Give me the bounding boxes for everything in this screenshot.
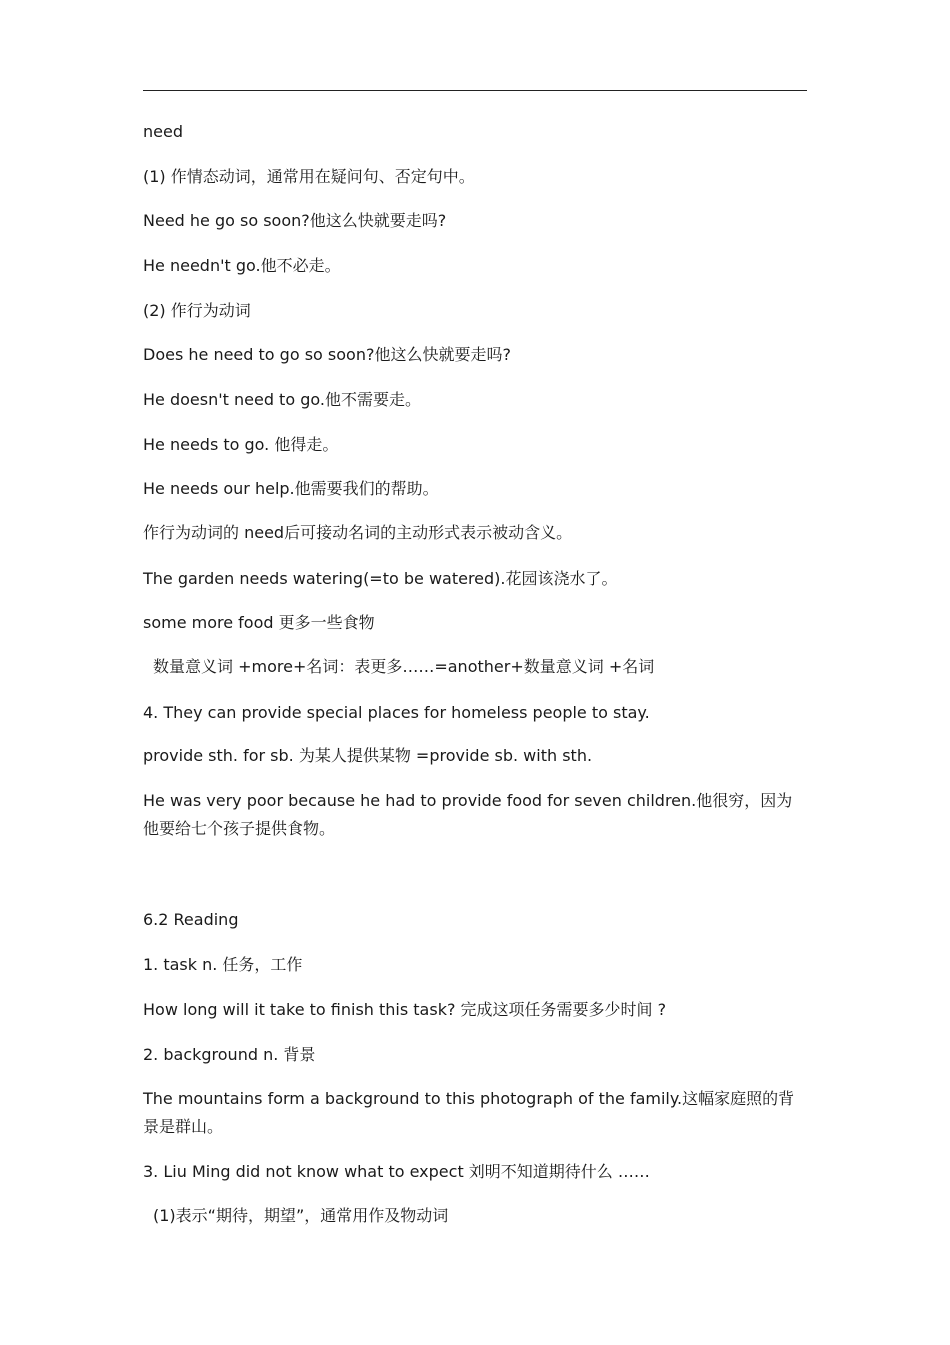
example-sentence: Need he go so soon?他这么快就要走吗? [143,211,447,230]
example-sentence: He needn't go.他不必走。 [143,256,341,275]
example-paragraph: The mountains form a background to this photograph of the family.这幅家庭照的背景是群山。 [143,1089,795,1136]
vocab-entry: 2. background n. 背景 [143,1045,316,1064]
usage-note: 作行为动词的 need后可接动名词的主动形式表示被动含义。 [143,523,573,542]
text-sentence: 3. Liu Ming did not know what to expect 刘明不知道期待什么 …… [143,1162,650,1181]
usage-point: (1) 作情态动词，通常用在疑问句、否定句中。 [143,167,475,186]
section-heading: 6.2 Reading [143,910,239,929]
usage-note: 数量意义词 +more+名词：表更多……=another+数量意义词 +名词 [153,657,655,676]
example-sentence: Does he need to go so soon?他这么快就要走吗? [143,345,511,364]
example-sentence: He needs our help.他需要我们的帮助。 [143,479,439,498]
usage-point: (1)表示“期待，期望”，通常用作及物动词 [153,1206,449,1225]
example-sentence: How long will it take to finish this task? 完成这项任务需要多少时间 ? [143,1000,667,1019]
word-heading: need [143,122,183,141]
example-sentence: The garden needs watering(=to be watered).花园该浇水了。 [143,569,618,588]
phrase-entry: some more food 更多一些食物 [143,613,375,632]
vocab-entry: 1. task n. 任务，工作 [143,955,303,974]
example-sentence: He doesn't need to go.他不需要走。 [143,390,421,409]
usage-point: (2) 作行为动词 [143,301,251,320]
header-rule [143,90,807,91]
example-paragraph: He was very poor because he had to provide food for seven children.他很穷，因为他要给七个孩子提供食物。 [143,791,793,838]
example-sentence: He needs to go. 他得走。 [143,435,339,454]
phrase-entry: provide sth. for sb. 为某人提供某物 =provide sb. with sth. [143,746,593,765]
text-sentence: 4. They can provide special places for homeless people to stay. [143,703,650,722]
